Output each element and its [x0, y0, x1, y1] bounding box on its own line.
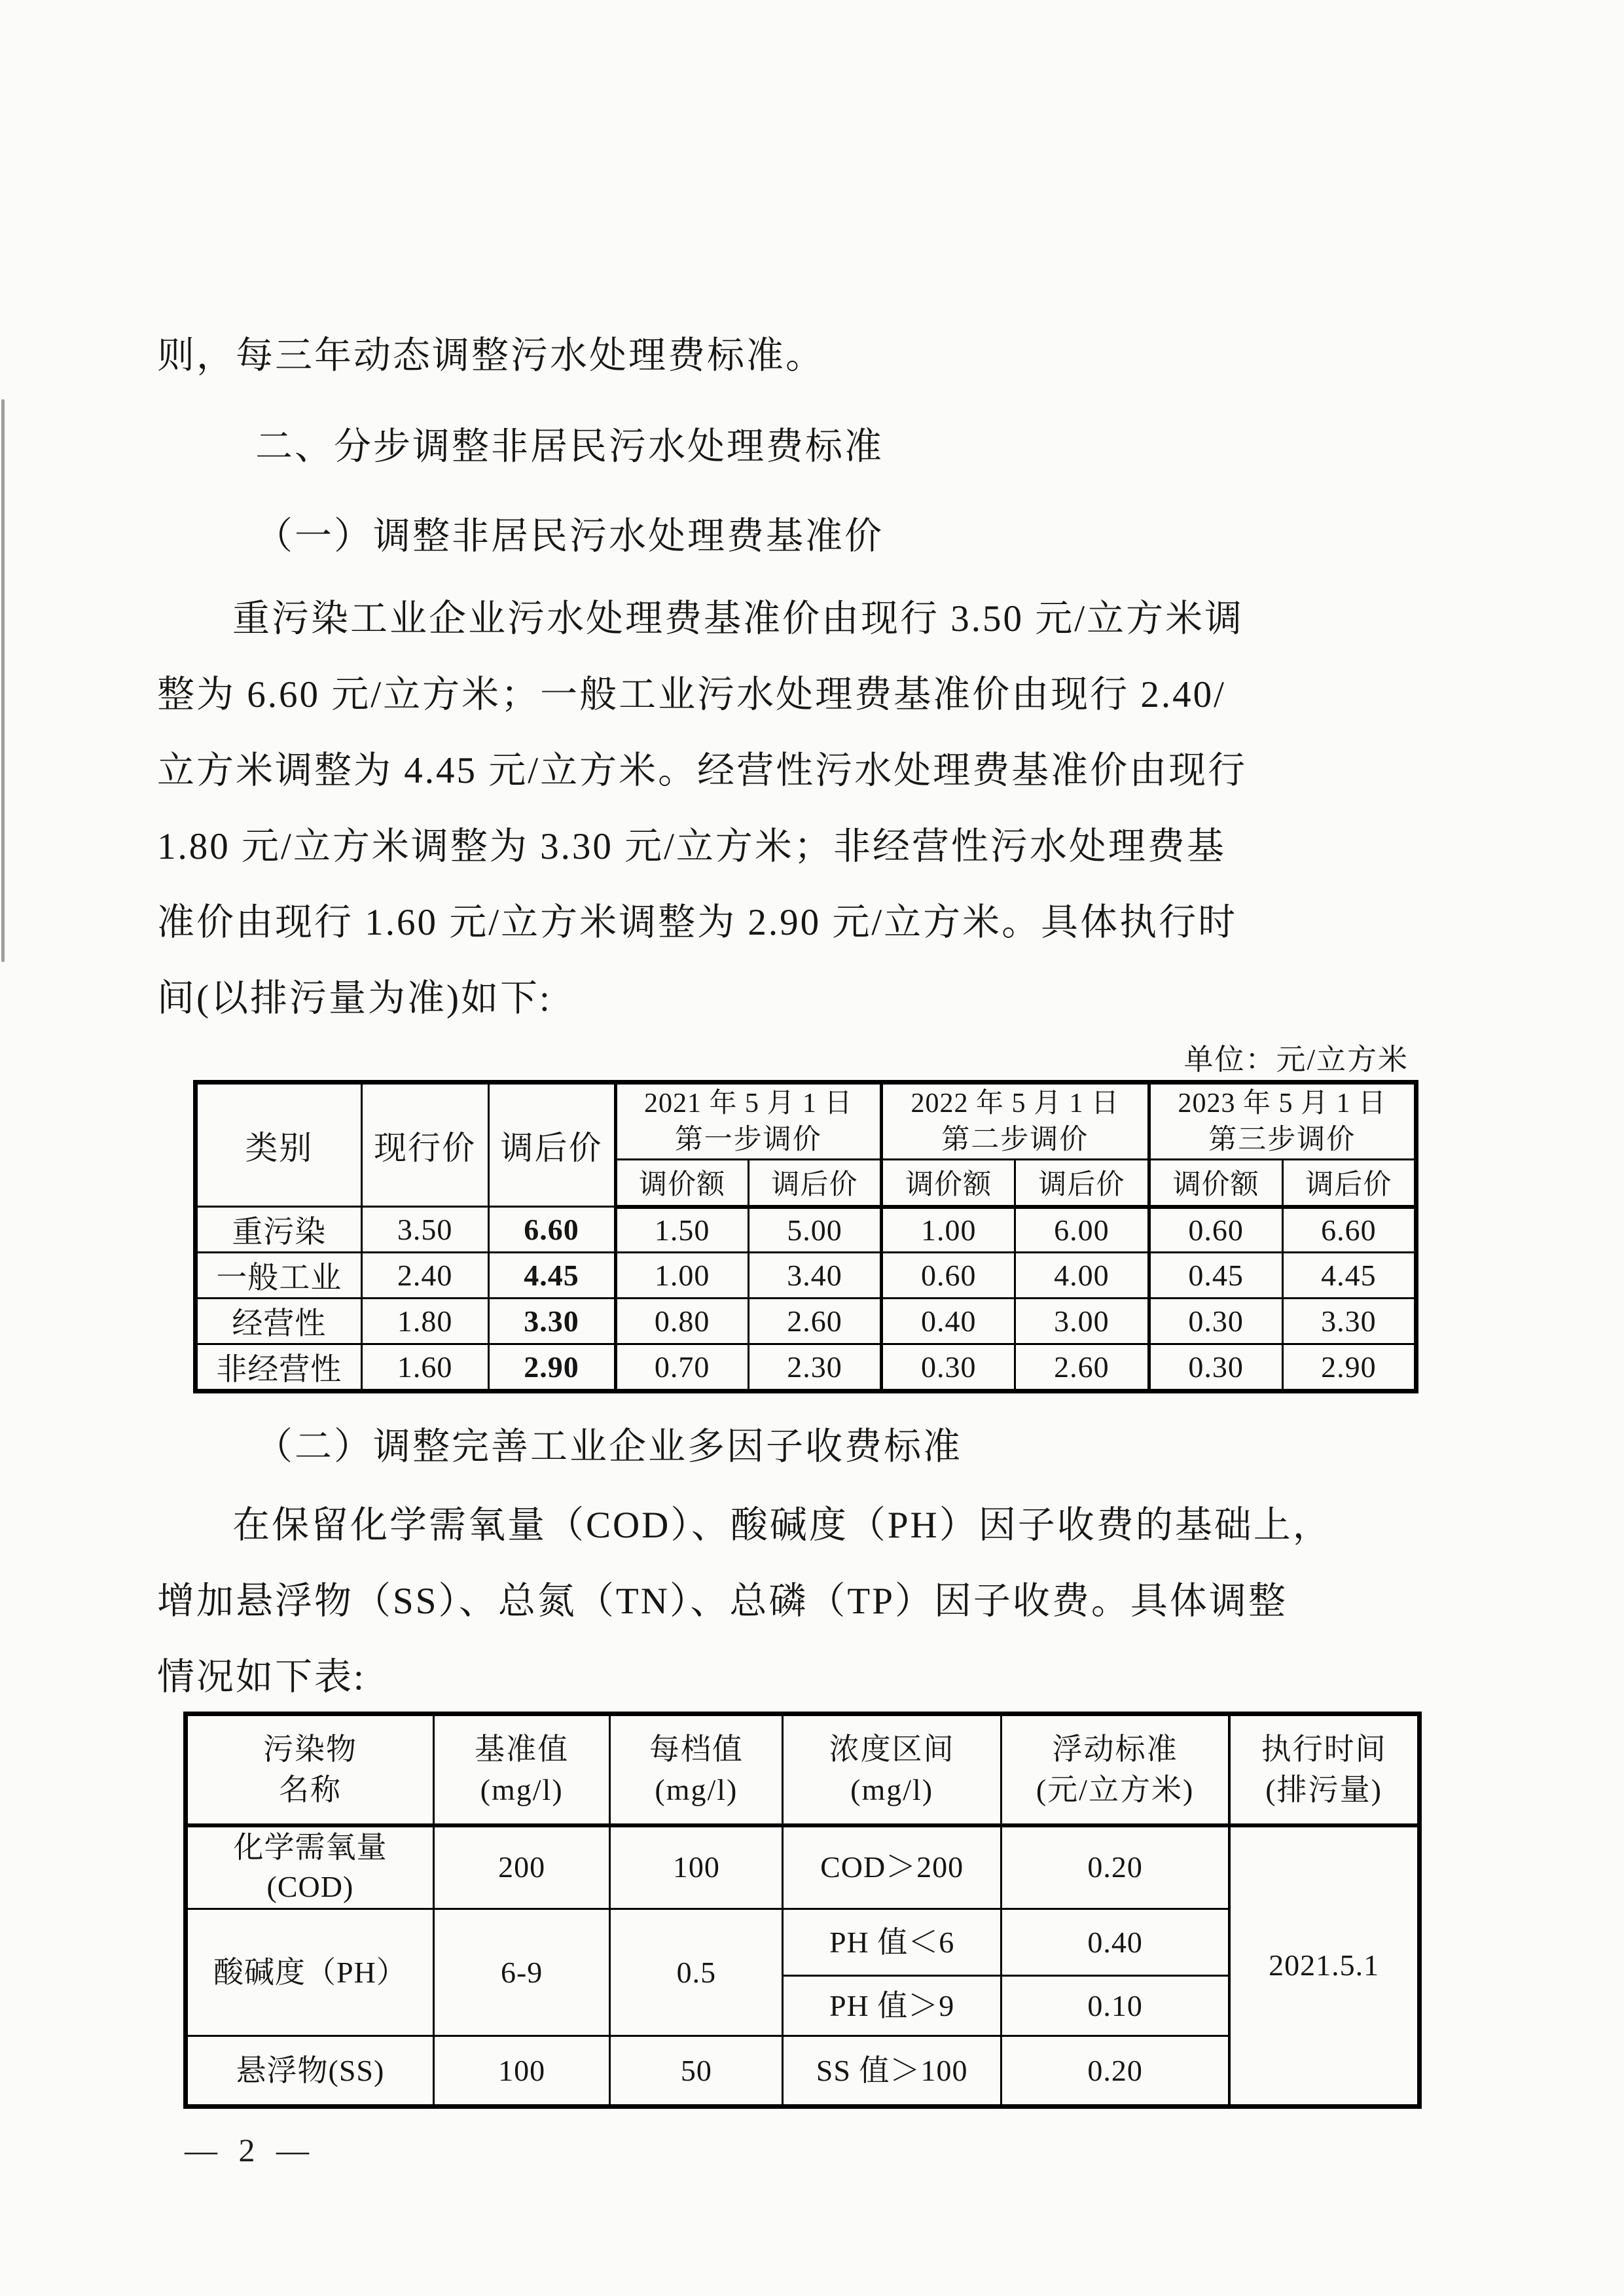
t1-cell: 2.90: [1282, 1344, 1416, 1391]
document-content: [157, 306, 1420, 2109]
paragraph1-line: 整为 6.60 元/立方米；一般工业污水处理费基准价由现行 2.40/: [157, 674, 1226, 715]
t1-cell: 2.60: [1015, 1344, 1149, 1391]
t2-header-line: 基准值: [475, 1732, 569, 1766]
t2-header-line: (mg/l): [480, 1772, 564, 1806]
t1-subheader-adj-price: 调后价: [1015, 1160, 1149, 1207]
t1-cell: 0.30: [882, 1344, 1015, 1391]
t2-cell: 6-9: [433, 1909, 610, 2036]
t2-cell: SS 值＞100: [783, 2036, 1001, 2107]
t1-cell: 1.00: [615, 1253, 748, 1299]
table-row: [196, 1299, 1416, 1344]
t1-step1-label: 第一步调价: [674, 1124, 822, 1155]
table-row: [196, 1207, 1416, 1253]
t2-header-line: 浓度区间: [829, 1732, 955, 1766]
t2-cell: 200: [433, 1825, 610, 1909]
table-row: [196, 1253, 1416, 1299]
t1-header-current-price: 现行价: [361, 1083, 488, 1207]
t1-cell: 0.80: [615, 1299, 748, 1344]
t1-subheader-adj-amount: 调价额: [615, 1160, 748, 1207]
paragraph1-line: 重污染工业企业污水处理费基准价由现行 3.50 元/立方米调: [232, 598, 1244, 639]
t1-header-adjusted-price: 调后价: [488, 1083, 615, 1207]
t2-header-line: 污染物: [262, 1732, 357, 1766]
t2-cell: PH 值＞9: [783, 1976, 1001, 2036]
t1-cell: 6.00: [1015, 1207, 1149, 1253]
t2-header-base-value: [433, 1714, 610, 1825]
t2-header-line: (mg/l): [655, 1772, 738, 1806]
t2-header-float-standard: [1001, 1714, 1229, 1825]
t1-cell: 0.40: [882, 1299, 1015, 1344]
t2-header-exec-time: [1229, 1714, 1419, 1825]
paragraph1-line: 1.80 元/立方米调整为 3.30 元/立方米；非经营性污水处理费基: [157, 826, 1226, 867]
t1-cell: 4.45: [488, 1253, 615, 1299]
t1-cell: 5.00: [748, 1207, 881, 1253]
t1-row-category: 重污染: [196, 1207, 362, 1253]
t2-cell: 0.40: [1001, 1909, 1229, 1976]
t2-cell: 100: [433, 2036, 610, 2107]
paragraph2-line: 情况如下表:: [157, 1657, 366, 1698]
scan-artifact: [1, 399, 5, 962]
t1-cell: 1.50: [615, 1207, 748, 1253]
table-row: [186, 1825, 1420, 1909]
table1-unit-note: 单位：元/立方米: [1183, 1043, 1409, 1076]
t1-subheader-adj-price: 调后价: [1282, 1160, 1416, 1207]
t1-cell: 4.45: [1282, 1253, 1416, 1299]
table-row: [196, 1344, 1416, 1391]
t1-cell: 3.30: [488, 1299, 615, 1344]
t1-subheader-adj-amount: 调价额: [882, 1160, 1015, 1207]
paragraph1-line: 准价由现行 1.60 元/立方米调整为 2.90 元/立方米。具体执行时: [157, 902, 1238, 943]
t1-cell: 3.30: [1282, 1299, 1416, 1344]
t2-cell: 0.20: [1001, 2036, 1229, 2107]
t2-header-line: (元/立方米): [1036, 1772, 1195, 1806]
t1-header-step2: [882, 1083, 1149, 1160]
t1-cell: 3.00: [1015, 1299, 1149, 1344]
t2-cell: PH 值＜6: [783, 1909, 1001, 1976]
t1-row-category: 一般工业: [196, 1253, 362, 1299]
t1-step3-label: 第三步调价: [1208, 1124, 1356, 1155]
t1-cell: 2.30: [748, 1344, 881, 1391]
t2-pollutant-ss: 悬浮物(SS): [186, 2036, 434, 2107]
t2-cell: COD＞200: [783, 1825, 1001, 1909]
t1-cell: 2.40: [361, 1253, 488, 1299]
t2-header-line: 名称: [278, 1772, 342, 1806]
t1-cell: 6.60: [488, 1207, 615, 1253]
t1-step2-date: 2022 年 5 月 1 日: [911, 1088, 1120, 1119]
t2-header-line: 执行时间: [1261, 1732, 1387, 1766]
t1-cell: 0.30: [1149, 1299, 1282, 1344]
t1-cell: 1.60: [361, 1344, 488, 1391]
t2-header-pollutant: [186, 1714, 434, 1825]
t2-cell-line: 化学需氧量: [233, 1831, 388, 1865]
t1-header-step3: [1149, 1083, 1416, 1160]
t1-header-step1: [615, 1083, 882, 1160]
t1-cell: 1.00: [882, 1207, 1015, 1253]
t1-subheader-adj-price: 调后价: [748, 1160, 881, 1207]
subsection-heading-2-1: （一）调整非居民污水处理费基准价: [255, 516, 884, 557]
t1-cell: 2.60: [748, 1299, 881, 1344]
t2-cell: 0.5: [610, 1909, 783, 2036]
t1-cell: 0.45: [1149, 1253, 1282, 1299]
t1-step2-label: 第二步调价: [941, 1124, 1089, 1155]
t2-cell: 100: [610, 1825, 783, 1909]
t1-cell: 3.40: [748, 1253, 881, 1299]
paragraph1-line: 间(以排污量为准)如下:: [157, 978, 552, 1019]
t2-header-line: 浮动标准: [1052, 1732, 1178, 1766]
t2-cell: 50: [610, 2036, 783, 2107]
paragraph1-line: 立方米调整为 4.45 元/立方米。经营性污水处理费基准价由现行: [157, 750, 1248, 791]
t1-cell: 4.00: [1015, 1253, 1149, 1299]
t1-header-category: 类别: [196, 1083, 362, 1207]
t1-cell: 0.60: [882, 1253, 1015, 1299]
t1-cell: 0.60: [1149, 1207, 1282, 1253]
t2-pollutant-cod: [186, 1825, 434, 1909]
t2-header-line: (排污量): [1265, 1772, 1382, 1806]
t2-cell: 0.10: [1001, 1976, 1229, 2036]
t1-subheader-adj-amount: 调价额: [1149, 1160, 1282, 1207]
t1-cell: 0.30: [1149, 1344, 1282, 1391]
section-heading-2: 二、分步调整非居民污水处理费标准: [255, 426, 884, 467]
paragraph2-line: 增加悬浮物（SS）、总氮（TN）、总磷（TP）因子收费。具体调整: [157, 1581, 1288, 1622]
t2-header-line: 每档值: [649, 1732, 744, 1766]
t1-cell: 3.50: [361, 1207, 488, 1253]
body-line-carryover: 则，每三年动态调整污水处理费标准。: [157, 335, 825, 376]
t1-cell: 0.70: [615, 1344, 748, 1391]
price-adjustment-table: [193, 1080, 1418, 1393]
t1-step1-date: 2021 年 5 月 1 日: [644, 1088, 853, 1119]
t2-cell: 0.20: [1001, 1825, 1229, 1909]
subsection-heading-2-2: （二）调整完善工业企业多因子收费标准: [255, 1426, 962, 1467]
t2-header-line: (mg/l): [850, 1772, 934, 1806]
t2-header-tier-value: [610, 1714, 783, 1825]
t2-exec-time-value: 2021.5.1: [1229, 1825, 1419, 2107]
t2-header-concentration-range: [783, 1714, 1001, 1825]
t1-cell: 1.80: [361, 1299, 488, 1344]
paragraph2-line: 在保留化学需氧量（COD）、酸碱度（PH）因子收费的基础上，: [232, 1505, 1332, 1546]
multi-factor-fee-table: [183, 1712, 1422, 2109]
t2-cell-line: (COD): [266, 1870, 354, 1904]
page-number: — 2 —: [185, 2132, 316, 2168]
t1-cell: 2.90: [488, 1344, 615, 1391]
t1-row-category: 经营性: [196, 1299, 362, 1344]
t2-pollutant-ph: 酸碱度（PH）: [186, 1909, 434, 2036]
t1-row-category: 非经营性: [196, 1344, 362, 1391]
t1-step3-date: 2023 年 5 月 1 日: [1178, 1088, 1386, 1119]
t1-cell: 6.60: [1282, 1207, 1416, 1253]
